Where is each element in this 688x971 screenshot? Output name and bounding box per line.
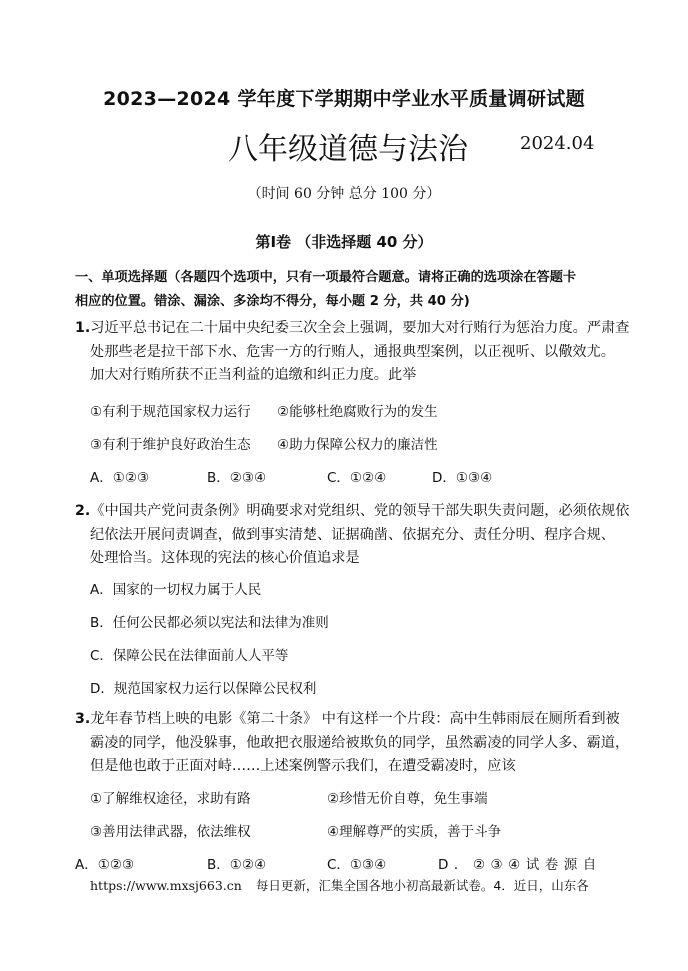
section-instructions (75, 266, 576, 314)
q3-answer: C．①③④ (327, 857, 387, 873)
question-number: 2. (75, 503, 91, 519)
section-line-1: 一、单项选择题（各题四个选项中，只有一项最符合题意。请将正确的选项涂在答题卡 (75, 270, 577, 285)
question-text: 霸凌的同学，他没躲事，他敢把衣服递给被欺负的同学，虽然霸凌的同学人多、霸道， (90, 734, 630, 751)
question-text: 龙年春节档上映的电影《第二十条》 中有这样一个片段：高中生韩雨辰在厕所看到被 (90, 711, 620, 727)
q1-answer: B．②③④ (207, 470, 267, 486)
q3-answer: B．①②④ (207, 857, 267, 873)
time-info: （时间 60 分钟 总分 100 分） (247, 186, 441, 202)
question-text: 《中国共产党问责条例》明确要求对党组织、党的领导干部失职失责问题，必须依规依 (90, 503, 630, 519)
q1-answer: D．①③④ (432, 470, 493, 486)
source-url: https://www.mxsj663.cn (90, 878, 242, 893)
section-line-2: 相应的位置。错涂、漏涂、多涂均不得分，每小题 2 分，共 40 分) (75, 294, 470, 309)
question-3 (75, 708, 629, 779)
question-text: 纪依法开展问责调查，做到事实清楚、证据确凿、依据充分、责任分明、程序合规、 (90, 526, 615, 543)
exam-title: 2023—2024 学年度下学期期中学业水平质量调研试题 (103, 88, 585, 110)
q2-option: A．国家的一切权力属于人民 (90, 582, 262, 598)
subject-title: 八年级道德与法治 (228, 132, 468, 167)
question-number: 1. (75, 320, 91, 336)
question-text: 但是他也敢于正面对峙……上述案例警示我们，在遭受霸凌时，应该 (90, 758, 516, 774)
question-text: 处理恰当。这体现的宪法的核心价值追求是 (90, 550, 360, 566)
question-text: 习近平总书记在二十届中央纪委三次全会上强调，要加大对行贿行为惩治力度。严肃查 (90, 320, 630, 336)
q1-item: ③有利于维护良好政治生态 (90, 437, 251, 453)
q3-item: ④理解尊严的实质，善于斗争 (327, 824, 502, 840)
question-text: 处那些老是拉干部下水、危害一方的行贿人，通报典型案例，以正视听、以儆效尤。 (90, 343, 615, 360)
q1-item: ①有利于规范国家权力运行 (90, 404, 251, 420)
q3-item: ①了解维权途径，求助有路 (90, 791, 251, 807)
q3-item: ②珍惜无价自尊，免生事端 (327, 791, 488, 807)
question-number: 3. (75, 711, 91, 727)
volume-heading: 第Ⅰ卷 （非选择题 40 分） (255, 233, 433, 251)
q2-option: B．任何公民都必须以宪法和法律为准则 (90, 615, 329, 631)
q3-answer: A．①②③ (75, 857, 135, 873)
q2-option: D．规范国家权力运行以保障公民权利 (90, 681, 317, 697)
question-text: 加大对行贿所获不正当利益的追缴和纠正力度。此举 (90, 367, 417, 383)
q1-answer: C．①②④ (327, 470, 387, 486)
question-2 (75, 500, 629, 571)
question-1 (75, 317, 629, 388)
footer-source (90, 876, 589, 894)
q1-answer: A．①②③ (90, 470, 150, 486)
source-text: 每日更新，汇集全国各地小初高最新试卷。4．近日，山东各 (255, 878, 589, 893)
q1-item: ②能够杜绝腐败行为的发生 (277, 404, 438, 420)
q1-item: ④助力保障公权力的廉洁性 (277, 437, 438, 453)
q3-answer: D．②③④试卷源自 (438, 857, 602, 873)
q3-item: ③善用法律武器，依法维权 (90, 824, 251, 840)
q2-option: C．保障公民在法律面前人人平等 (90, 648, 289, 664)
exam-date: 2024.04 (520, 133, 595, 154)
